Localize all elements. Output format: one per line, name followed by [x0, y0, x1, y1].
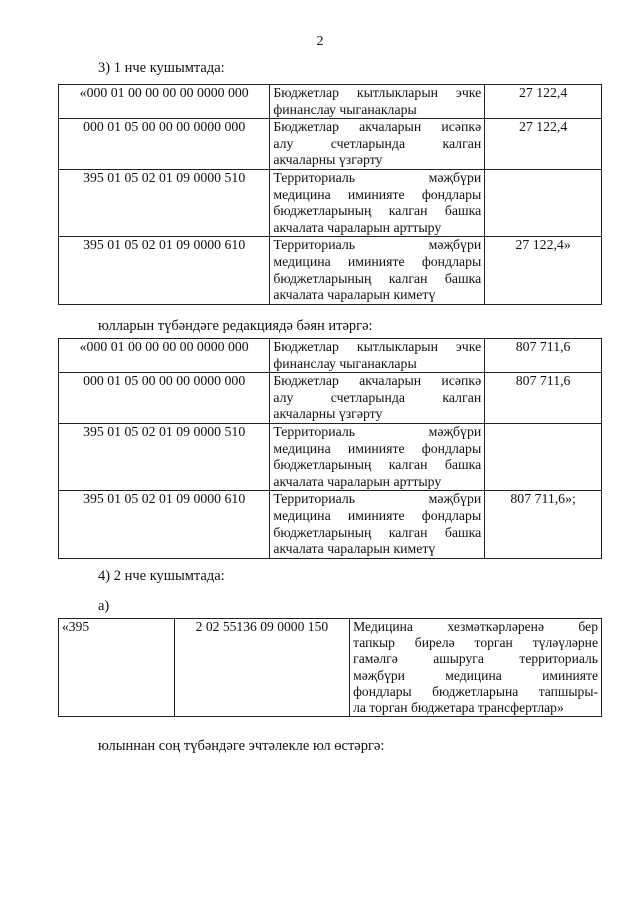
table-row: [59, 119, 602, 170]
section-4-subheading: а): [98, 598, 110, 614]
table-row: [59, 237, 602, 304]
amount-cell: [485, 169, 602, 236]
section-3-transition: юлларын түбәндәге редакциядә бәян итәргә:: [98, 318, 373, 334]
table-before-edit: [58, 84, 602, 305]
description-line: ла торган бюджетара трансфертлар»: [353, 700, 564, 716]
description-line: мәҗбүри медицина иминияте: [353, 667, 598, 683]
amount-cell: [485, 339, 602, 373]
code-prefix-cell: «395: [59, 619, 175, 717]
amount-value: 807 711,6»;: [510, 491, 576, 507]
amount-cell: [485, 491, 602, 558]
table-row: [59, 85, 602, 119]
description-cell: [270, 491, 485, 558]
description-line: тапкыр бирелә торган түләүләрне: [353, 635, 598, 651]
description-line: бюджетларының калган башка: [273, 524, 482, 540]
description-line: акчаларны үзгәрту: [273, 406, 383, 422]
section-4-closing: юлыннан соң түбәндәге эчтәлекле юл өстәргә:: [98, 738, 385, 754]
amount-cell: [485, 373, 602, 424]
description-line: акчалата чараларын арттыру: [273, 473, 442, 489]
table-row: [59, 373, 602, 424]
description-cell: [270, 85, 485, 119]
code-cell: 000 01 05 00 00 00 0000 000: [59, 119, 270, 170]
description-line: акчаларны үзгәрту: [273, 152, 383, 168]
amount-value: 27 122,4: [518, 85, 568, 100]
page-number: 2: [316, 34, 324, 49]
amount-value: 27 122,4: [518, 119, 568, 135]
description-line: Бюджетлар акчаларын исәпкә: [273, 373, 482, 389]
description-line: медицина иминияте фондлары: [273, 186, 482, 202]
description-line: Территориаль мәҗбүри: [273, 491, 482, 507]
amount-cell: [485, 423, 602, 490]
description-cell: [350, 619, 602, 717]
description-cell: [270, 373, 485, 424]
amount-cell: [485, 237, 602, 304]
code-cell: 2 02 55136 09 0000 150: [174, 619, 349, 717]
description-line: Бюджетлар кытлыкларын эчке: [273, 339, 482, 354]
description-line: медицина иминияте фондлары: [273, 507, 482, 523]
description-line: медицина иминияте фондлары: [273, 253, 482, 269]
description-cell: [270, 339, 485, 373]
table-row: [59, 423, 602, 490]
description-line: финанслау чыганаклары: [273, 355, 417, 371]
code-cell: «000 01 00 00 00 00 0000 000: [59, 85, 270, 119]
description-line: Бюджетлар акчаларын исәпкә: [273, 119, 482, 135]
description-line: акчалата чараларын киметү: [273, 541, 436, 557]
code-cell: 000 01 05 00 00 00 0000 000: [59, 373, 270, 424]
description-line: гамәлгә ашыруга территориаль: [353, 651, 598, 667]
table-appendix-2: [58, 618, 602, 717]
description-line: бюджетларының калган башка: [273, 270, 482, 286]
description-line: Бюджетлар кытлыкларын эчке: [273, 85, 482, 100]
description-cell: [270, 169, 485, 236]
description-line: финанслау чыганаклары: [273, 101, 417, 117]
code-cell: 395 01 05 02 01 09 0000 610: [59, 237, 270, 304]
amount-value: 807 711,6: [515, 373, 571, 389]
description-line: акчалата чараларын киметү: [273, 287, 436, 303]
description-line: фондлары бюджетларына тапшыры-: [353, 683, 598, 699]
description-line: алу счетларында калган: [273, 389, 482, 405]
code-cell: 395 01 05 02 01 09 0000 510: [59, 169, 270, 236]
description-line: бюджетларының калган башка: [273, 457, 482, 473]
section-4-heading: 4) 2 нче кушымтада:: [98, 568, 225, 584]
amount-cell: [485, 119, 602, 170]
amount-value: 27 122,4»: [515, 237, 571, 253]
table-row: [59, 619, 602, 717]
description-line: медицина иминияте фондлары: [273, 440, 482, 456]
description-cell: [270, 423, 485, 490]
description-line: Территориаль мәҗбүри: [273, 237, 482, 253]
table-row: [59, 169, 602, 236]
description-cell: [270, 237, 485, 304]
table-after-edit: [58, 338, 602, 559]
section-3-heading: 3) 1 нче кушымтада:: [98, 60, 225, 76]
amount-value: 807 711,6: [515, 339, 571, 354]
table-row: [59, 491, 602, 558]
description-line: Территориаль мәҗбүри: [273, 423, 482, 439]
description-line: акчалата чараларын арттыру: [273, 219, 442, 235]
table-row: [59, 339, 602, 373]
description-line: Территориаль мәҗбүри: [273, 169, 482, 185]
description-line: бюджетларының калган башка: [273, 203, 482, 219]
code-cell: 395 01 05 02 01 09 0000 510: [59, 423, 270, 490]
code-cell: «000 01 00 00 00 00 0000 000: [59, 339, 270, 373]
description-line: алу счетларында калган: [273, 135, 482, 151]
description-cell: [270, 119, 485, 170]
description-line: Медицина хезмәткәрләренә бер: [353, 619, 598, 634]
code-cell: 395 01 05 02 01 09 0000 610: [59, 491, 270, 558]
amount-cell: [485, 85, 602, 119]
